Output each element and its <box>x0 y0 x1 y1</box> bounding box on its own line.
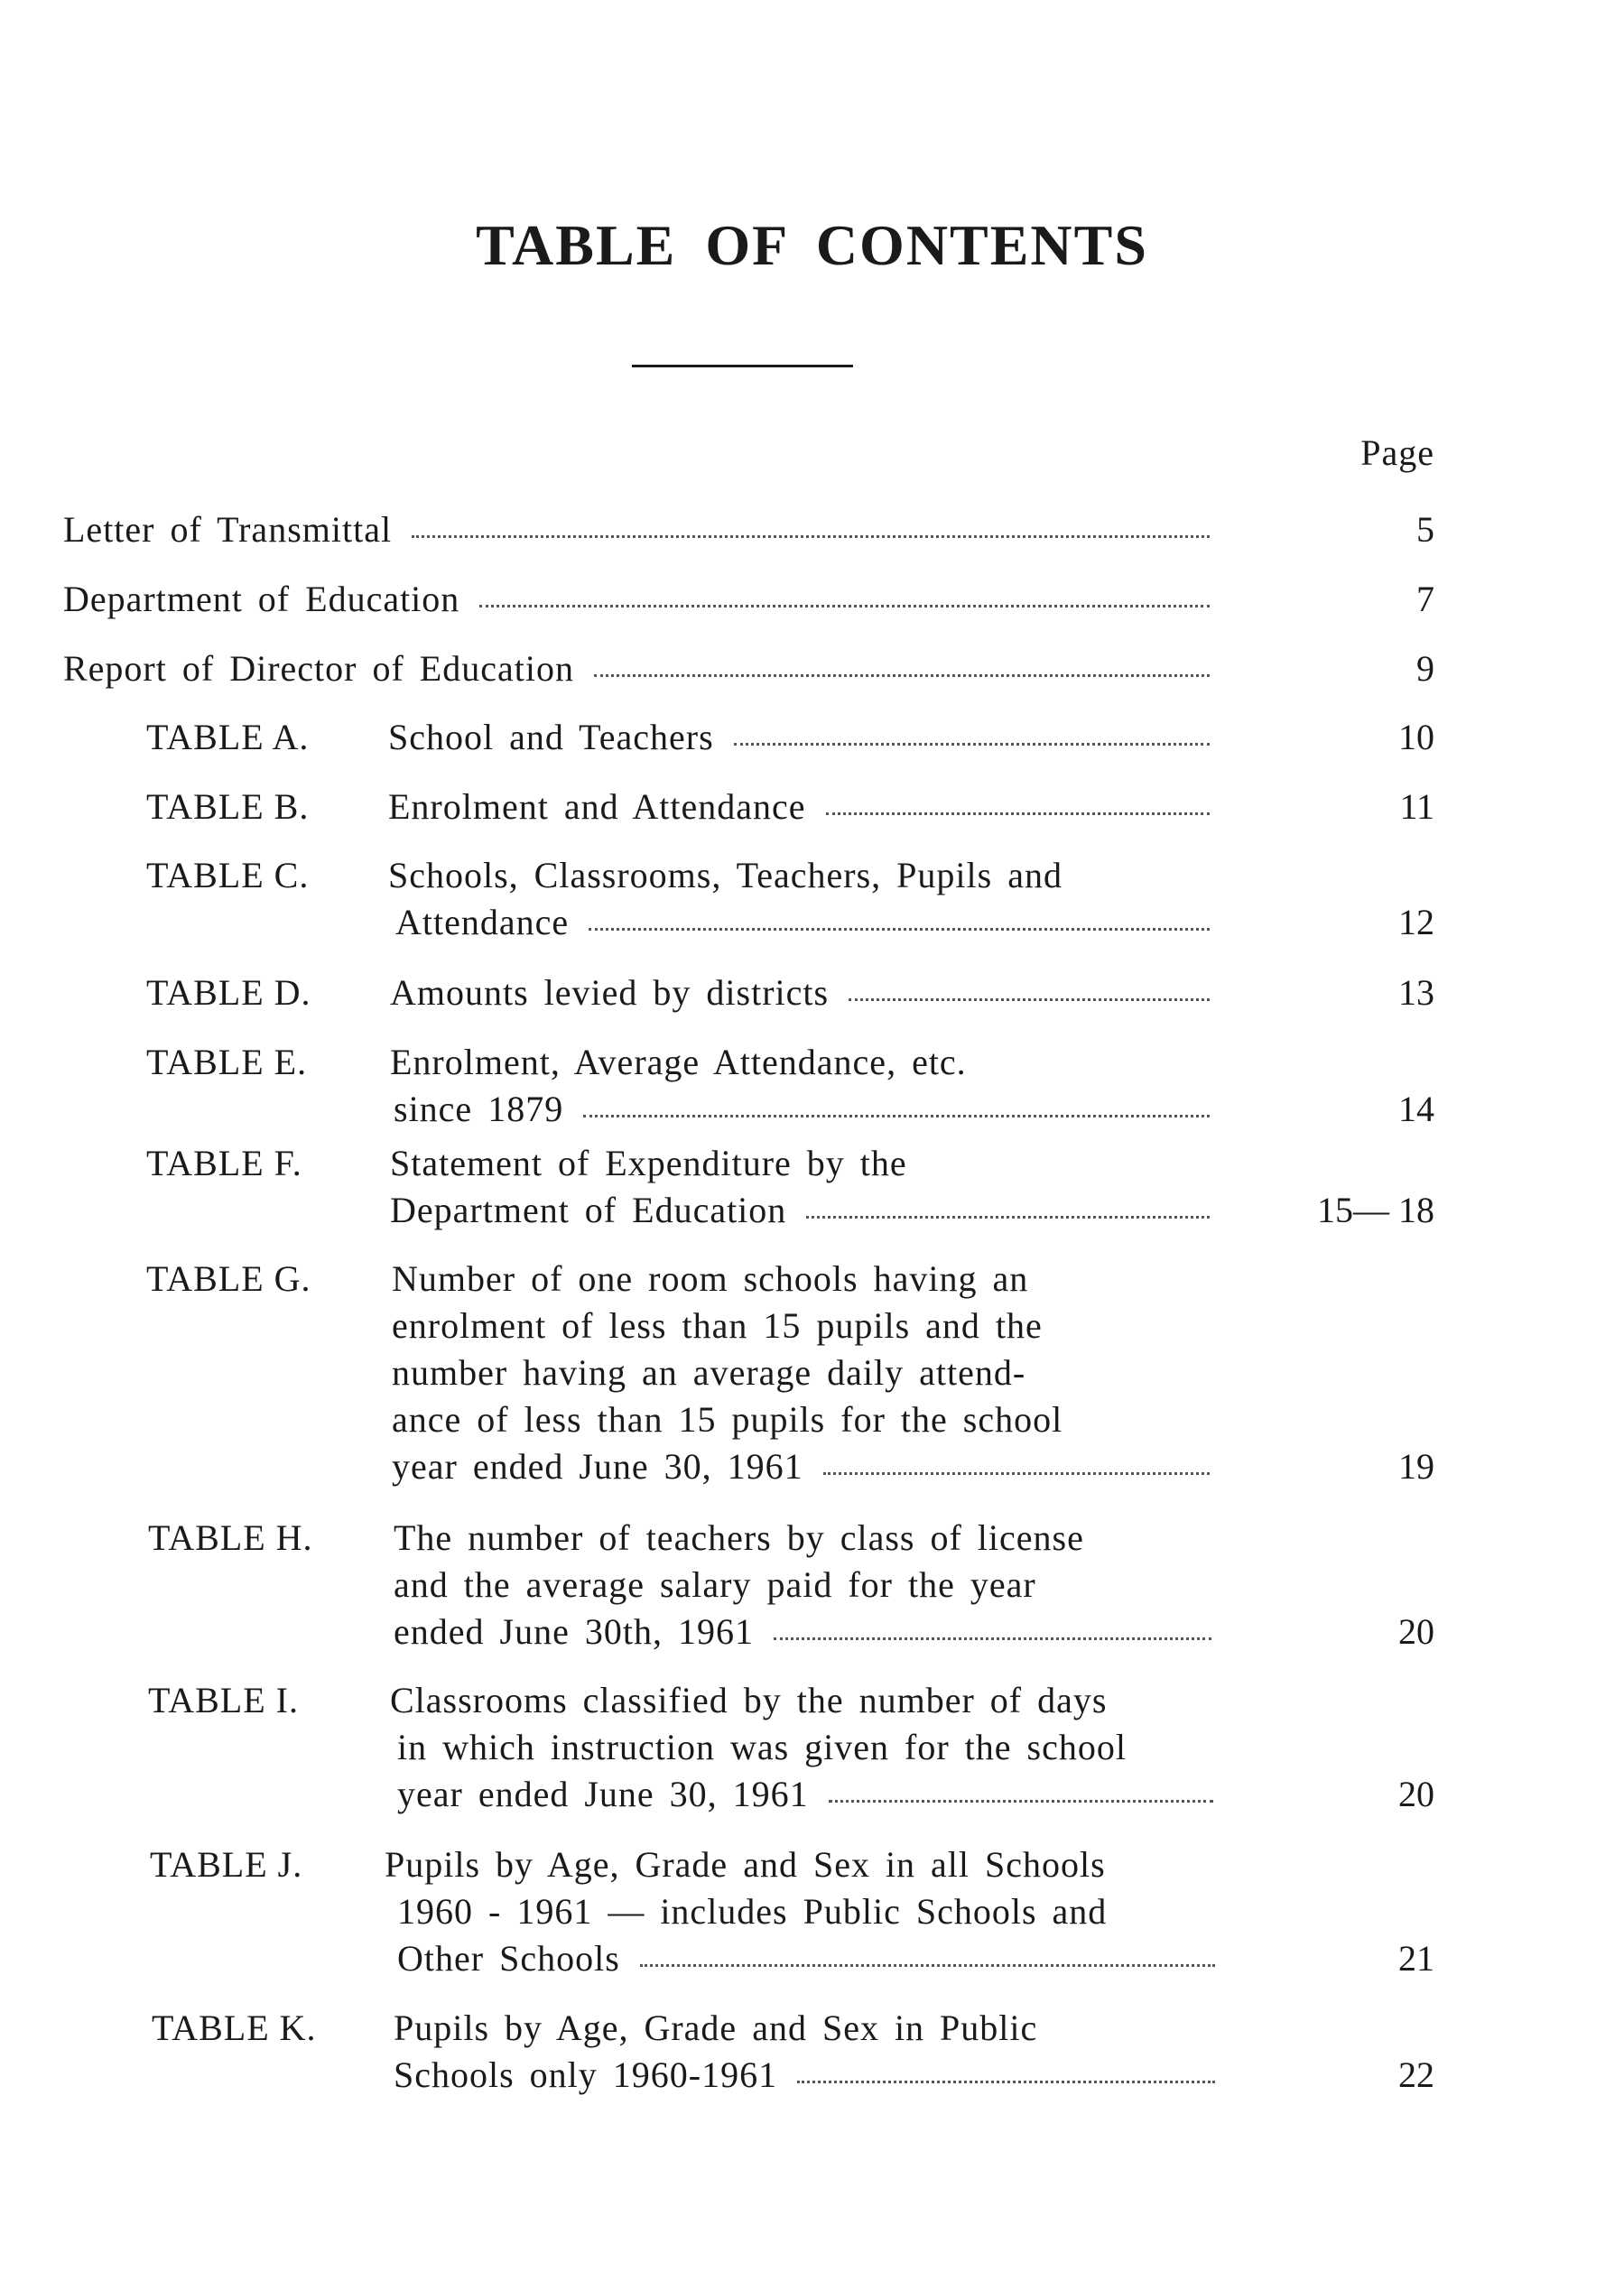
toc-table-label: TABLE D. <box>146 972 311 1013</box>
toc-table-label: TABLE K. <box>152 2007 317 2048</box>
toc-entry-text <box>390 1038 1210 1132</box>
toc-page-number: 13 <box>1398 972 1434 1013</box>
toc-table-label: TABLE F. <box>146 1143 302 1183</box>
toc-entry-text <box>390 1676 1213 1817</box>
toc-entry-line: Amounts levied by districts <box>390 972 830 1013</box>
toc-page-number: 5 <box>1416 509 1434 550</box>
toc-entry-line: Classrooms classified by the number of days <box>390 1680 1108 1720</box>
toc-entry-text <box>394 2004 1215 2098</box>
page-column-header: Page <box>1360 432 1434 473</box>
toc-page-number: 22 <box>1398 2054 1434 2095</box>
toc-entry-line: Pupils by Age, Grade and Sex in all Schools <box>385 1844 1106 1885</box>
toc-entry-text <box>388 851 1210 945</box>
toc-entry-line: in which instruction was given for the school <box>397 1727 1127 1767</box>
toc-page-number: 9 <box>1416 648 1434 689</box>
toc-table-label: TABLE E. <box>146 1042 308 1082</box>
dot-leader <box>774 1628 1211 1640</box>
dot-leader <box>589 919 1210 931</box>
toc-entry-line: Enrolment and Attendance <box>388 786 806 827</box>
toc-entry-line: Department of Education <box>390 1190 787 1230</box>
toc-page-number: 10 <box>1398 717 1434 757</box>
toc-page-number: 21 <box>1398 1938 1434 1979</box>
dot-leader <box>849 989 1210 1001</box>
toc-page-number: 14 <box>1398 1089 1434 1129</box>
toc-entry-line: Statement of Expenditure by the <box>390 1143 907 1183</box>
toc-entry-line: Letter of Transmittal <box>63 509 393 550</box>
toc-page-number: 19 <box>1398 1446 1434 1487</box>
toc-page-number: 11 <box>1399 786 1434 827</box>
title-divider <box>632 365 853 367</box>
dot-leader <box>479 596 1210 607</box>
toc-entry-line: The number of teachers by class of license <box>394 1517 1084 1558</box>
dot-leader <box>829 1791 1213 1803</box>
toc-table-label: TABLE B. <box>146 786 310 827</box>
dot-leader <box>806 1207 1210 1219</box>
dot-leader <box>640 1955 1215 1967</box>
toc-entry-text <box>390 1139 1210 1233</box>
toc-table-label: TABLE J. <box>150 1844 303 1885</box>
toc-entry-text <box>388 783 1210 830</box>
toc-page-number: 20 <box>1398 1774 1434 1814</box>
toc-page-number: 7 <box>1416 579 1434 619</box>
toc-entry-line: Attendance <box>395 902 570 942</box>
dot-leader <box>583 1106 1210 1117</box>
dot-leader <box>594 665 1210 677</box>
toc-table-label: TABLE C. <box>146 855 310 895</box>
toc-entry-line: Enrolment, Average Attendance, etc. <box>390 1042 967 1082</box>
dot-leader <box>412 526 1210 538</box>
toc-entry-line: enrolment of less than 15 pupils and the <box>392 1305 1043 1346</box>
toc-entry-line: 1960 - 1961 — includes Public Schools and <box>397 1891 1108 1932</box>
toc-entry-text <box>63 575 1210 622</box>
dot-leader <box>823 1463 1210 1475</box>
toc-entry-line: ended June 30th, 1961 <box>394 1611 754 1652</box>
toc-entry-line: number having an average daily attend- <box>392 1352 1026 1393</box>
toc-entry-line: year ended June 30, 1961 <box>397 1774 809 1814</box>
toc-table-label: TABLE I. <box>148 1680 299 1720</box>
toc-entry-line: Other Schools <box>397 1938 620 1979</box>
toc-entry-text <box>63 505 1210 552</box>
toc-entry-line: Number of one room schools having an <box>392 1258 1029 1299</box>
toc-table-label: TABLE A. <box>146 717 310 757</box>
dot-leader <box>797 2072 1215 2083</box>
page-title: TABLE OF CONTENTS <box>476 213 1148 277</box>
toc-entry-text <box>394 1514 1211 1655</box>
toc-table-label: TABLE H. <box>148 1517 313 1558</box>
toc-entry-line: and the average salary paid for the year <box>394 1564 1036 1605</box>
dot-leader <box>734 734 1210 746</box>
toc-table-label: TABLE G. <box>146 1258 311 1299</box>
toc-entry-line: School and Teachers <box>388 717 714 757</box>
dot-leader <box>826 803 1210 815</box>
toc-page-number: 12 <box>1398 902 1434 942</box>
toc-entry-text <box>392 1255 1210 1489</box>
toc-entry-line: year ended June 30, 1961 <box>392 1446 803 1487</box>
toc-entry-line: Pupils by Age, Grade and Sex in Public <box>394 2007 1038 2048</box>
toc-entry-text <box>385 1841 1215 1981</box>
toc-entry-text <box>63 644 1210 691</box>
toc-entry-text <box>388 713 1210 760</box>
toc-entry-text <box>390 969 1210 1015</box>
toc-entry-line: ance of less than 15 pupils for the school <box>392 1399 1063 1440</box>
toc-entry-line: Department of Education <box>63 579 460 619</box>
toc-entry-line: since 1879 <box>394 1089 564 1129</box>
toc-page-number: 15— 18 <box>1317 1190 1434 1230</box>
toc-page-number: 20 <box>1398 1611 1434 1652</box>
toc-entry-line: Schools only 1960-1961 <box>394 2054 778 2095</box>
toc-entry-line: Report of Director of Education <box>63 648 574 689</box>
toc-entry-line: Schools, Classrooms, Teachers, Pupils and <box>388 855 1063 895</box>
